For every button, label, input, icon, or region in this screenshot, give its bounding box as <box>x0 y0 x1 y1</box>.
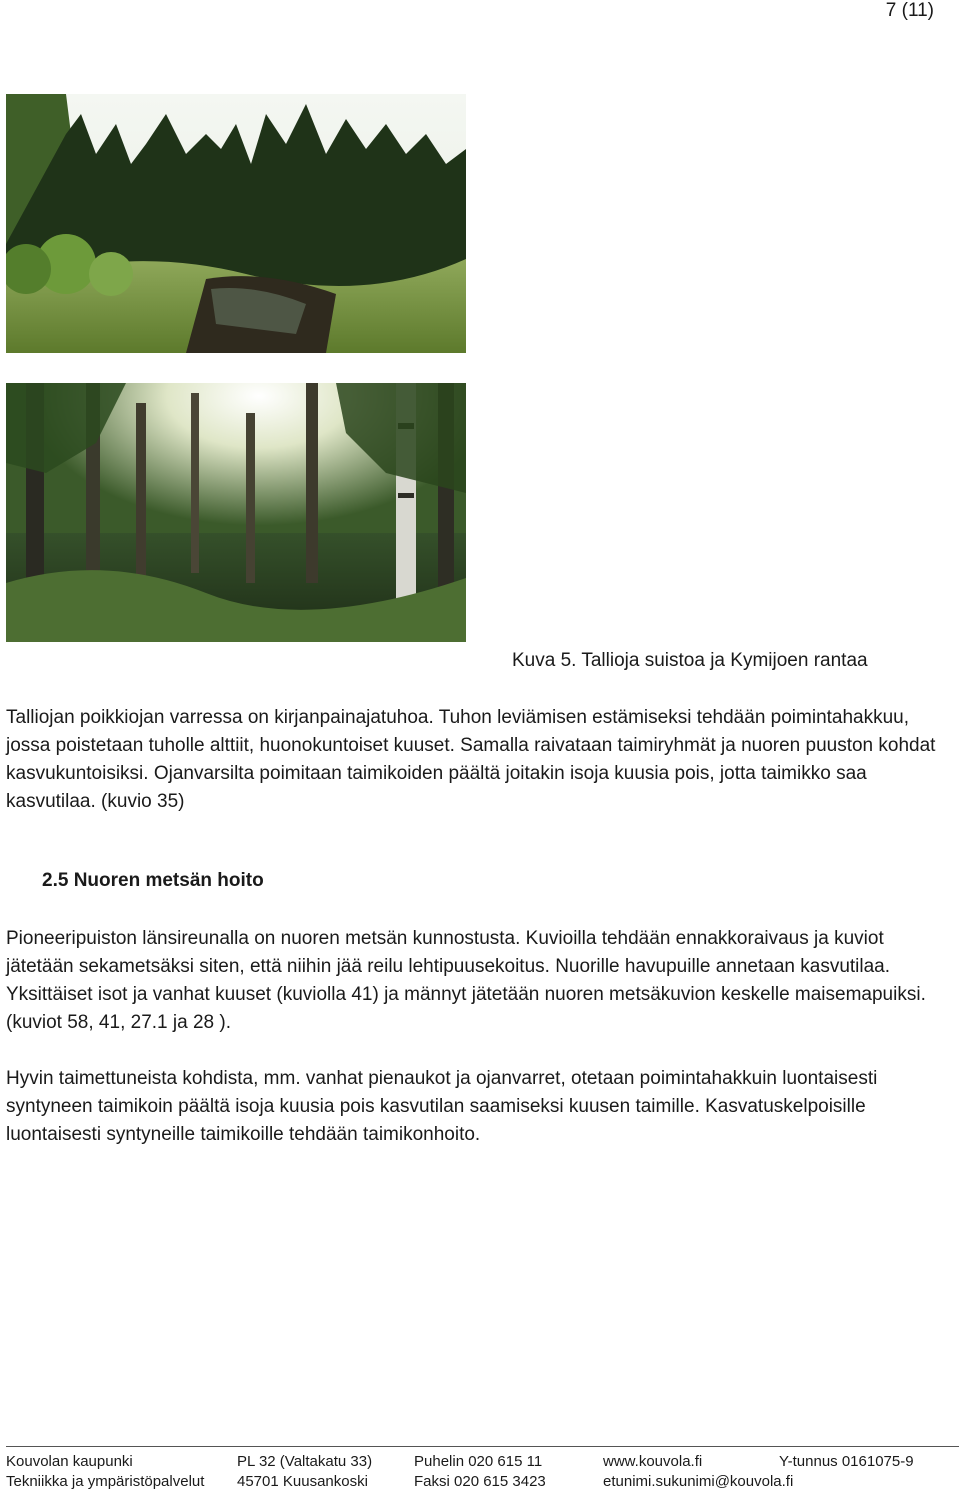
footer-row <box>6 1472 956 1492</box>
footer-phone: Puhelin 020 615 11 <box>414 1453 543 1470</box>
footer-fax: Faksi 020 615 3423 <box>414 1473 546 1490</box>
footer-postal-box: PL 32 (Valtakatu 33) <box>237 1453 373 1470</box>
paragraph: Talliojan poikkiojan varressa on kirjanpainajatuhoa. Tuhon leviämisen estämiseksi tehdään poimintahakkuu, jossa poistetaan tuholle alttiit, huonokuntoiset kuuset. Samalla raivataan taimiryhmät ja nuoren puuston kohdat kasvukuntoisiksi. Ojanvarsilta poimitaan taimikoiden päältä joitakin isoja kuusia pois, jotta taimikko saa kasvutilaa. (kuvio 35) <box>6 707 936 812</box>
footer-department: Tekniikka ja ympäristöpalvelut <box>6 1473 205 1490</box>
footer-row <box>6 1452 956 1472</box>
paragraph: Pioneeripuiston länsireunalla on nuoren metsän kunnostusta. Kuvioilla tehdään ennakkoraivaus ja kuviot jätetään sekametsäksi siten, että niihin jää reilu lehtipuusekoitus. Nuorille havupuille annetaan kasvutilaa. Yksittäiset isot ja vanhat kuuset (kuviolla 41) ja männyt jätetään nuoren metsäkuvion keskelle maisemapuiksi. (kuviot 58, 41, 27.1 ja 28 ). <box>6 928 926 1033</box>
section-heading: 2.5 Nuoren metsän hoito <box>42 870 264 891</box>
landscape-photo-forest-sunlight <box>6 383 466 642</box>
footer-organization: Kouvolan kaupunki <box>6 1453 133 1470</box>
paragraph: Hyvin taimettuneista kohdista, mm. vanhat pienaukot ja ojanvarret, otetaan poimintahakkuin luontaisesti syntyneen taimikoin päältä isoja kuusia pois kasvutilan saamiseksi kuusen taimille. Kasvatuskelpoisille luontaisesti syntyneille taimikoille tehdään taimikonhoito. <box>6 1068 878 1145</box>
footer-email-link[interactable]: etunimi.sukunimi@kouvola.fi <box>603 1473 794 1490</box>
footer-business-id: Y-tunnus 0161075-9 <box>779 1453 914 1470</box>
figure-caption: Kuva 5. Tallioja suistoa ja Kymijoen rantaa <box>512 650 868 671</box>
footer-website-link[interactable]: www.kouvola.fi <box>603 1453 703 1470</box>
footer-divider <box>6 1446 959 1447</box>
footer-postal-address: 45701 Kuusankoski <box>237 1473 368 1490</box>
footer <box>6 1452 956 1492</box>
page-number: 7 (11) <box>885 0 934 21</box>
landscape-photo-creek-meadow <box>6 94 466 353</box>
